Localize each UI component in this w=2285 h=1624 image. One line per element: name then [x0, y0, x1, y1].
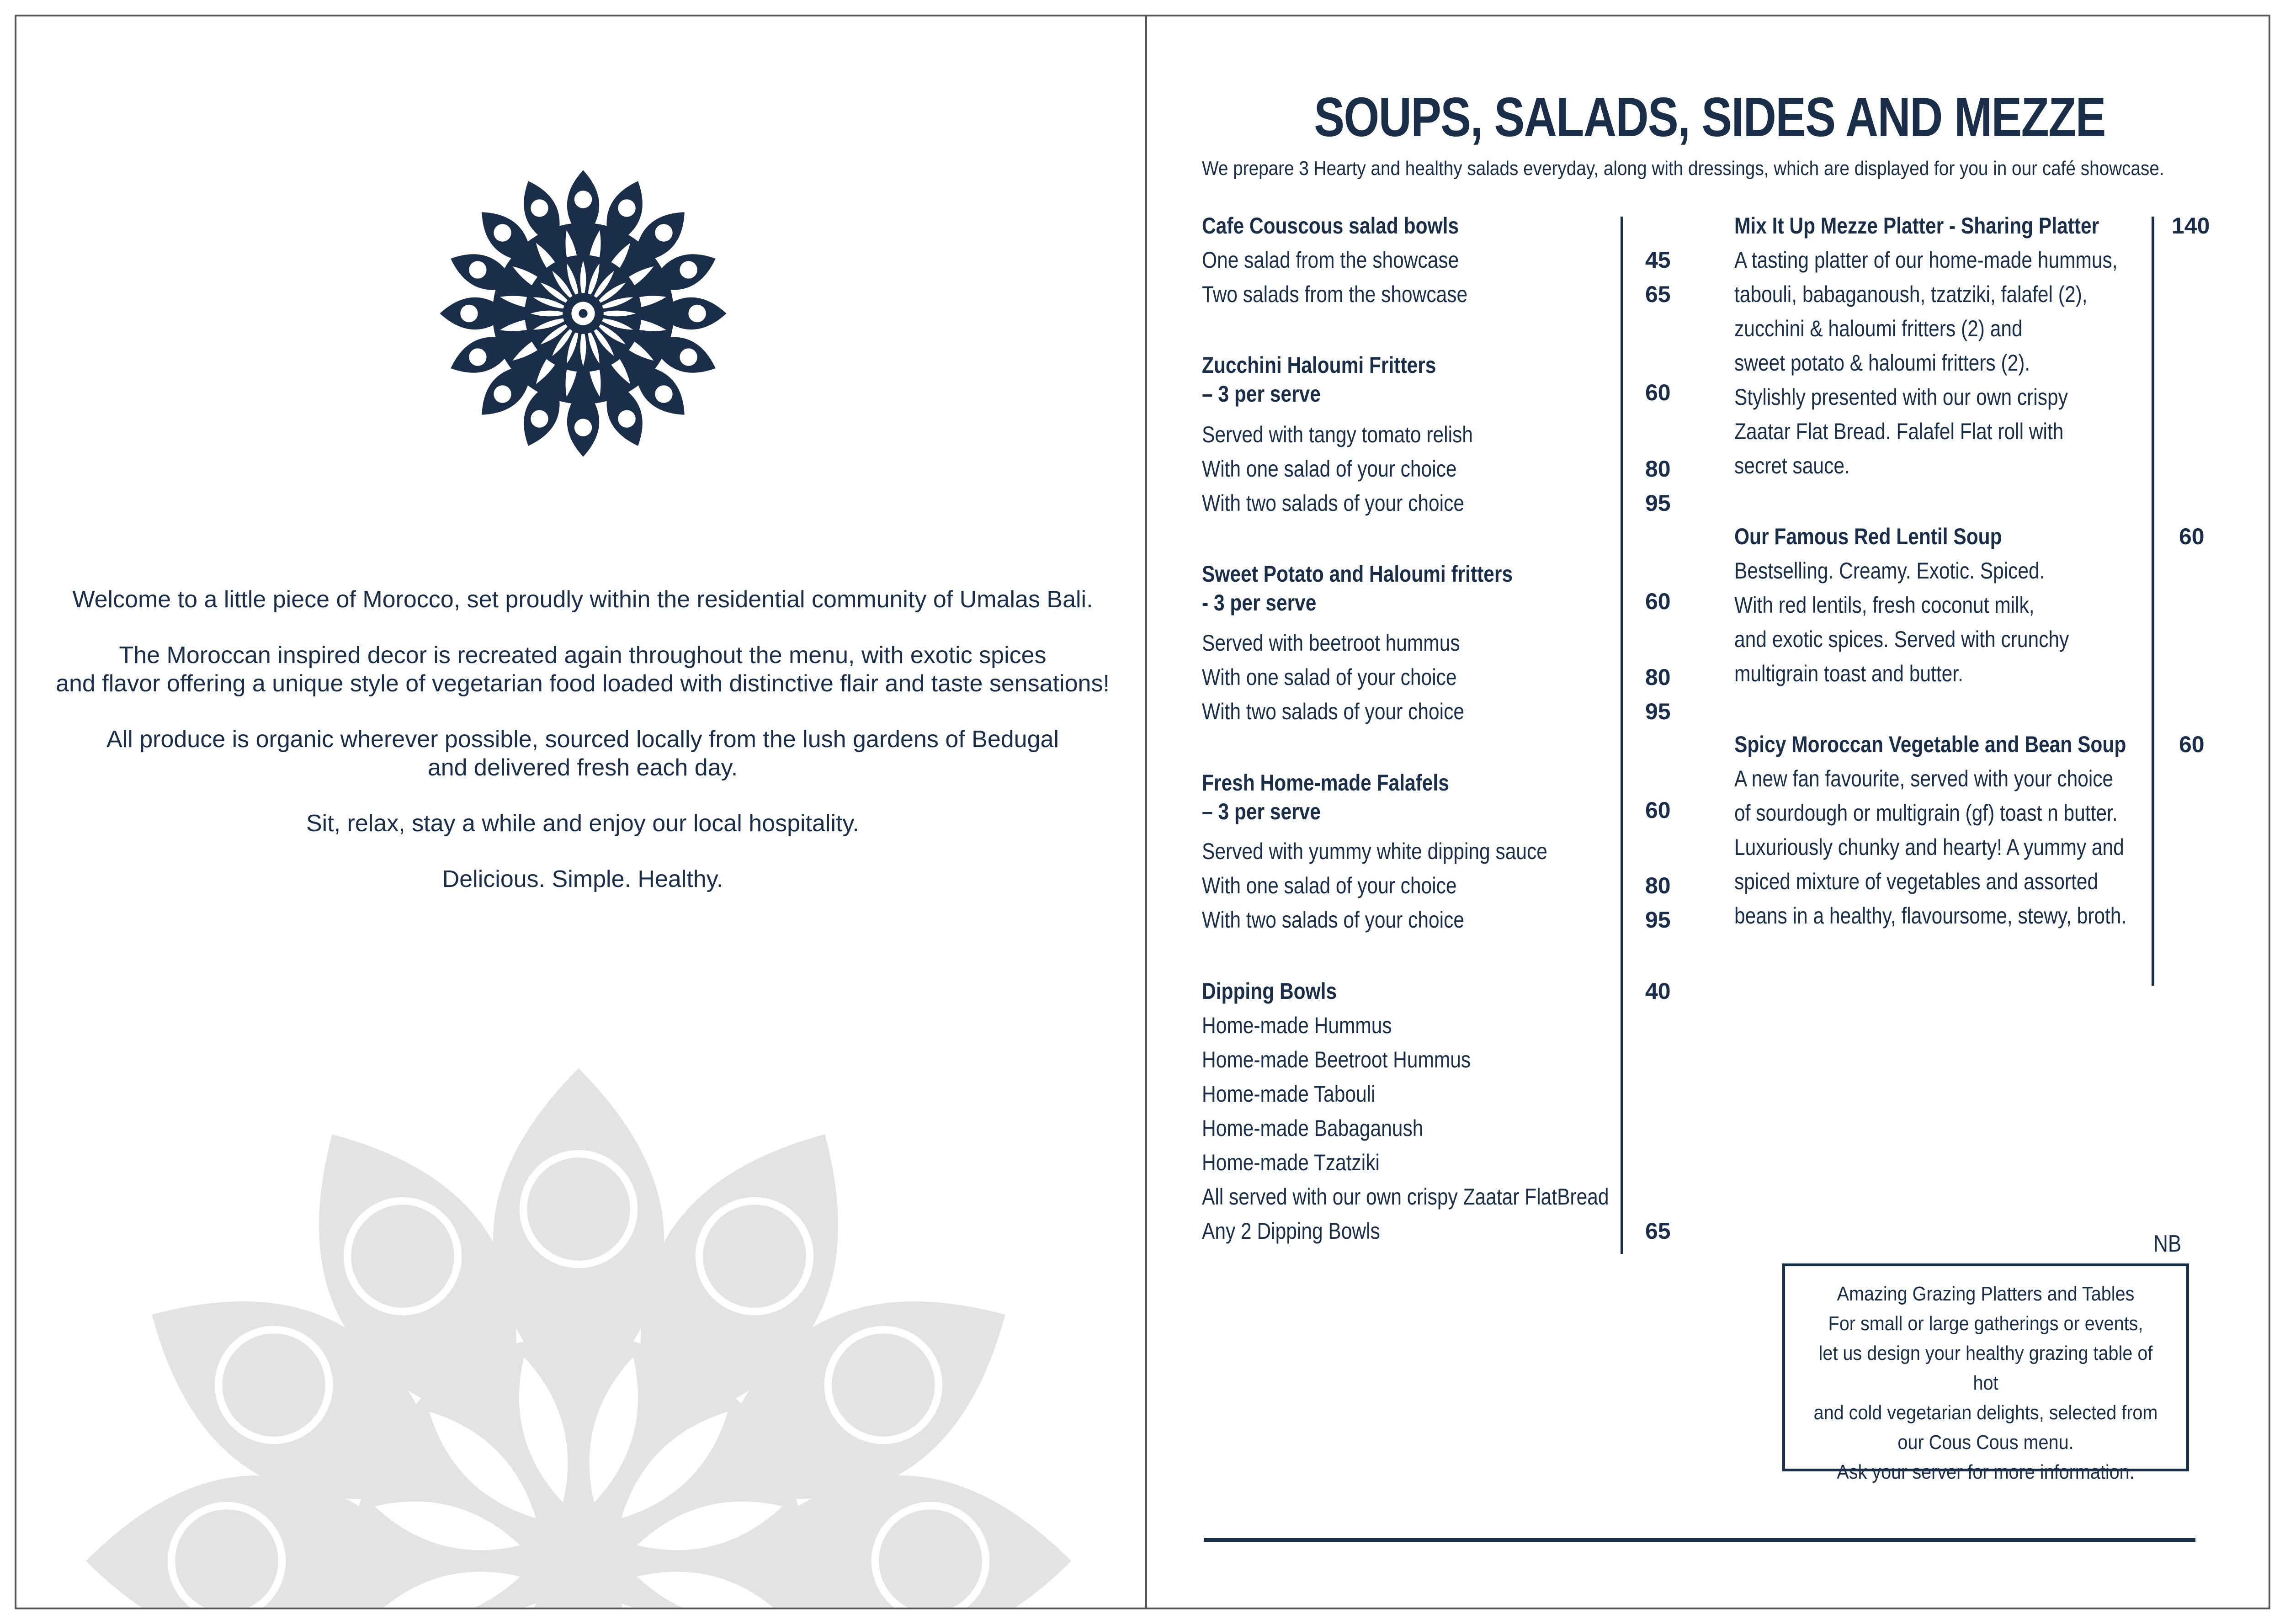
dipping-tabouli: Home-made Tabouli — [1202, 1081, 1376, 1107]
bean-soup-line-2: of sourdough or multigrain (gf) toast n butter. — [1734, 800, 2118, 826]
column-divider-left — [1621, 217, 1623, 1254]
lentil-line-4: multigrain toast and butter. — [1734, 661, 1963, 686]
price-zucchini: 60 — [1645, 380, 1671, 405]
bean-soup-line-3: Luxuriously chunky and hearty! A yummy and — [1734, 834, 2124, 860]
price-dipping-any-two: 65 — [1645, 1218, 1671, 1244]
mezze-line-5: Stylishly presented with our own crispy — [1734, 384, 2068, 410]
intro-tagline: Delicious. Simple. Healthy. — [442, 866, 723, 892]
couscous-two-salads: Two salads from the showcase — [1202, 281, 1468, 307]
falafels-one-salad: With one salad of your choice — [1202, 873, 1457, 898]
sweet-potato-one-salad: With one salad of your choice — [1202, 664, 1457, 690]
bean-soup-line-5: beans in a healthy, flavoursome, stewy, broth. — [1734, 903, 2127, 929]
grazing-platters-box — [1782, 1263, 2189, 1483]
dipping-tzatziki: Home-made Tzatziki — [1202, 1150, 1380, 1175]
mezze-heading: Mix It Up Mezze Platter - Sharing Platter — [1734, 213, 2099, 239]
lentil-line-2: With red lentils, fresh coconut milk, — [1734, 592, 2035, 618]
price-dipping: 40 — [1645, 978, 1671, 1004]
sweet-potato-heading: Sweet Potato and Haloumi fritters — [1202, 561, 1513, 587]
intro-welcome: Welcome to a little piece of Morocco, set proudly within the residential community of Umalas Bali. — [72, 586, 1093, 613]
lentil-line-1: Bestselling. Creamy. Exotic. Spiced. — [1734, 558, 2045, 584]
dipping-any-two: Any 2 Dipping Bowls — [1202, 1218, 1380, 1244]
mezze-line-1: A tasting platter of our home-made hummus, — [1734, 247, 2118, 273]
intro-text — [16, 585, 1147, 921]
price-bean-soup: 60 — [2179, 732, 2205, 757]
dipping-heading: Dipping Bowls — [1202, 978, 1337, 1004]
mezze-line-2: tabouli, babaganoush, tzatziki, falafel (2), — [1734, 281, 2088, 307]
falafels-two-salads: With two salads of your choice — [1202, 907, 1465, 933]
zucchini-serve: – 3 per serve — [1202, 381, 1321, 407]
page-subtitle: We prepare 3 Hearty and healthy salads everyday, along with dressings, which are displayed for you in our café showcase. — [1202, 157, 2164, 180]
price-lentil: 60 — [2179, 524, 2205, 549]
price-falafels: 60 — [1645, 797, 1671, 823]
price-falafels-two: 95 — [1645, 907, 1671, 933]
page-title: SOUPS, SALADS, SIDES AND MEZZE — [1314, 86, 2105, 148]
zucchini-two-salads: With two salads of your choice — [1202, 490, 1465, 516]
left-page — [15, 15, 1147, 1609]
mandala-icon — [437, 167, 729, 460]
nb-line-4: and cold vegetarian delights, selected from — [1813, 1401, 2158, 1424]
price-sweet-potato: 60 — [1645, 589, 1671, 614]
falafels-heading: Fresh Home-made Falafels — [1202, 770, 1449, 796]
nb-line-2: For small or large gatherings or events, — [1828, 1312, 2143, 1335]
price-falafels-one: 80 — [1645, 873, 1671, 898]
footer-rule — [1204, 1538, 2195, 1542]
price-mezze: 140 — [2172, 213, 2210, 239]
column-divider-right — [2152, 217, 2154, 986]
couscous-one-salad: One salad from the showcase — [1202, 247, 1459, 273]
zucchini-heading: Zucchini Haloumi Fritters — [1202, 352, 1436, 378]
bean-soup-line-1: A new fan favourite, served with your choice — [1734, 766, 2114, 791]
mezze-line-7: secret sauce. — [1734, 453, 1850, 478]
price-couscous-one: 45 — [1645, 247, 1671, 273]
zucchini-one-salad: With one salad of your choice — [1202, 456, 1457, 482]
falafels-sauce: Served with yummy white dipping sauce — [1202, 839, 1547, 864]
nb-line-5: our Cous Cous menu. — [1897, 1431, 2074, 1454]
dipping-beetroot: Home-made Beetroot Hummus — [1202, 1047, 1471, 1072]
price-zucchini-one: 80 — [1645, 456, 1671, 482]
nb-line-1: Amazing Grazing Platters and Tables — [1837, 1283, 2135, 1305]
dipping-babaganush: Home-made Babaganush — [1202, 1115, 1424, 1141]
sweet-potato-serve: - 3 per serve — [1202, 590, 1317, 616]
nb-line-6: Ask your server for more information. — [1837, 1461, 2135, 1483]
intro-produce: All produce is organic wherever possible, sourced locally from the lush gardens of Bedugal and delivered fresh each day. — [106, 726, 1059, 781]
intro-relax: Sit, relax, stay a while and enjoy our local hospitality. — [306, 810, 860, 837]
sweet-potato-two-salads: With two salads of your choice — [1202, 699, 1465, 724]
lentil-line-3: and exotic spices. Served with crunchy — [1734, 626, 2069, 652]
falafels-serve: – 3 per serve — [1202, 799, 1321, 824]
mezze-line-3: zucchini & haloumi fritters (2) and — [1734, 316, 2023, 341]
zucchini-relish: Served with tangy tomato relish — [1202, 422, 1473, 447]
couscous-heading: Cafe Couscous salad bowls — [1202, 213, 1459, 239]
sweet-potato-hummus: Served with beetroot hummus — [1202, 630, 1460, 656]
nb-line-3: let us design your healthy grazing table of hot — [1818, 1342, 2153, 1394]
nb-label: NB — [2153, 1231, 2182, 1257]
price-sweet-potato-two: 95 — [1645, 699, 1671, 724]
dipping-hummus: Home-made Hummus — [1202, 1013, 1392, 1038]
mezze-line-4: sweet potato & haloumi fritters (2). — [1734, 350, 2030, 376]
price-sweet-potato-one: 80 — [1645, 664, 1671, 690]
bean-soup-heading: Spicy Moroccan Vegetable and Bean Soup — [1734, 732, 2126, 757]
price-zucchini-two: 95 — [1645, 490, 1671, 516]
dipping-flatbread: All served with our own crispy Zaatar FlatBread — [1202, 1184, 1609, 1210]
bean-soup-line-4: spiced mixture of vegetables and assorted — [1734, 869, 2099, 894]
intro-decor: The Moroccan inspired decor is recreated again throughout the menu, with exotic spices and flavor offering a unique style of vegetarian food loaded with distinctive flair and taste sensations! — [56, 642, 1110, 697]
mezze-line-6: Zaatar Flat Bread. Falafel Flat roll with — [1734, 419, 2064, 444]
mandala-watermark-icon — [76, 1058, 1081, 1609]
price-couscous-two: 65 — [1645, 281, 1671, 307]
lentil-heading: Our Famous Red Lentil Soup — [1734, 524, 2002, 549]
